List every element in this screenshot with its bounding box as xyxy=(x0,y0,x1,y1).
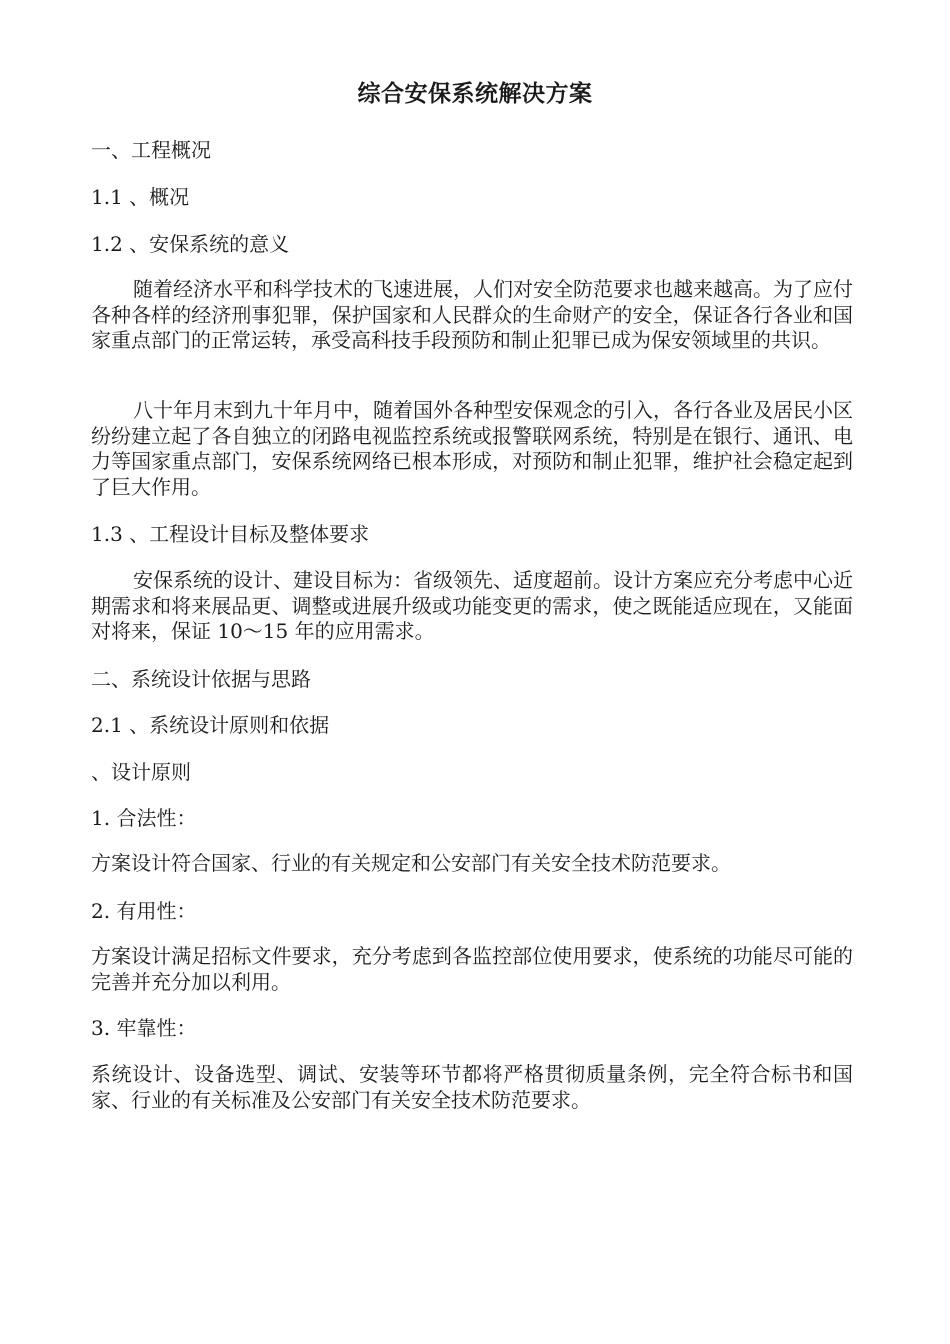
section-heading-1: 一、工程概况 xyxy=(91,138,211,162)
subsection-1-2: 1.2 、安保系统的意义 xyxy=(91,232,290,256)
section-heading-2: 二、系统设计依据与思路 xyxy=(91,667,311,691)
subsection-2-1: 2.1 、系统设计原则和依据 xyxy=(91,713,330,737)
principle-3-text: 系统设计、设备选型、调试、安装等环节都将严格贯彻质量条例，完全符合标书和国家、行业的有关标准及公安部门有关安全技术防范要求。 xyxy=(91,1062,853,1112)
paragraph-design-goals: 安保系统的设计、建设目标为：省级领先、适度超前。设计方案应充分考虑中心近期需求和将来展品更、调整或进展升级或功能变更的需求，使之既能适应现在，又能面对将来，保证 10～15 年的应用需求。 xyxy=(91,568,853,643)
principle-2-label: 2. 有用性： xyxy=(91,899,197,923)
subsection-1-3: 1.3 、工程设计目标及整体要求 xyxy=(91,522,370,546)
paragraph-significance: 随着经济水平和科学技术的飞速进展，人们对安全防范要求也越来越高。为了应付各种各样的经济刑事犯罪，保护国家和人民群众的生命财产的安全，保证各行各业和国家重点部门的正常运转，承受高科技手段预防和制止犯罪已成为保安领域里的共识。 xyxy=(91,277,853,352)
document-title: 综合安保系统解决方案 xyxy=(357,80,593,107)
principle-3-label: 3. 牢靠性： xyxy=(91,1016,197,1040)
principle-1-label: 1. 合法性： xyxy=(91,806,197,830)
principles-heading: 、设计原则 xyxy=(91,760,191,784)
subsection-1-1: 1.1 、概况 xyxy=(91,185,190,209)
paragraph-history: 八十年月末到九十年月中，随着国外各种型安保观念的引入，各行各业及居民小区纷纷建立起了各自独立的闭路电视监控系统或报警联网系统，特别是在银行、通讯、电力等国家重点部门，安保系统网络已根本形成，对预防和制止犯罪，维护社会稳定起到了巨大作用。 xyxy=(91,398,853,499)
principle-1-text: 方案设计符合国家、行业的有关规定和公安部门有关安全技术防范要求。 xyxy=(91,851,731,875)
principle-2-text: 方案设计满足招标文件要求，充分考虑到各监控部位使用要求，使系统的功能尽可能的完善并充分加以利用。 xyxy=(91,944,853,994)
